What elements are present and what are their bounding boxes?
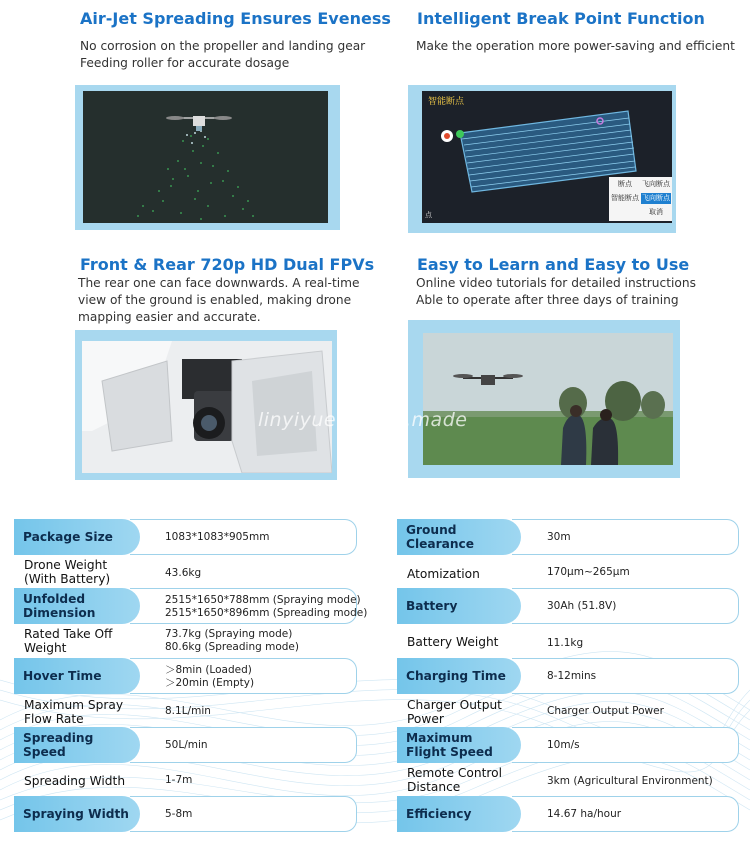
- spec-value-max-spray-flow-rate: [165, 705, 211, 718]
- spec-label-battery-weight: [407, 635, 498, 649]
- spec-value-charging-time: [547, 670, 596, 683]
- spec-value-max-flight-speed: [547, 739, 580, 752]
- feature-desc-line: Make the operation more power-saving and efficient: [416, 39, 735, 53]
- spec-value-line: Charger Output Power: [547, 705, 664, 717]
- spec-label-line: Power: [407, 712, 444, 726]
- screen-button-panel: [609, 177, 672, 221]
- feature-title-easy-to-learn: Easy to Learn and Easy to Use: [417, 255, 690, 274]
- spec-value-line: 2515*1650*788mm (Spraying mode): [165, 594, 361, 606]
- spec-value-line: ＞20min (Empty): [165, 677, 255, 689]
- spec-value-line: 10m/s: [547, 739, 580, 751]
- spec-value-spreading-speed: [165, 739, 208, 752]
- spec-label-line: Weight: [24, 641, 67, 655]
- spec-value-line: 1083*1083*905mm: [165, 531, 270, 543]
- screen-header-label: 智能断点: [428, 97, 465, 107]
- spec-value-drone-weight: [165, 567, 201, 580]
- spec-value-line: 3km (Agricultural Environment): [547, 775, 713, 787]
- spec-label-line: Maximum: [406, 731, 473, 745]
- spec-label-atomization: [407, 567, 480, 581]
- smart-breakpoint-button[interactable]: 智能断点: [611, 194, 639, 202]
- spec-value-line: 170μm~265μm: [547, 566, 630, 578]
- photo-image: [423, 333, 673, 465]
- spec-value-line: 1-7m: [165, 774, 193, 786]
- spec-label-line: (With Battery): [24, 572, 111, 586]
- photo-training-field: [408, 320, 680, 478]
- feature-title-break-point: Intelligent Break Point Function: [417, 9, 705, 28]
- photo-break-point-screen: [408, 85, 676, 233]
- photo-air-jet-spreading: [75, 85, 340, 230]
- feature-desc-line: Online video tutorials for detailed instructions: [416, 276, 696, 290]
- spec-label-remote-control-distance: [407, 766, 502, 794]
- spec-label-line: Remote Control: [407, 766, 502, 780]
- spec-label-charging-time: Charging Time: [397, 658, 521, 694]
- spec-label-line: Rated Take Off: [24, 627, 113, 641]
- screen-corner-label: 点: [425, 211, 432, 219]
- spec-value-line: 80.6kg (Spreading mode): [165, 641, 299, 653]
- feature-desc-line: mapping easier and accurate.: [78, 310, 261, 324]
- spec-label-max-flight-speed: [397, 727, 521, 763]
- spec-value-charger-output-power: [547, 705, 664, 718]
- spec-value-atomization: [547, 566, 630, 579]
- feature-desc-line: The rear one can face downwards. A real-time: [78, 276, 360, 290]
- spec-value-line: 11.1kg: [547, 637, 584, 649]
- training-field-illustration: [423, 333, 673, 465]
- spec-label-unfolded-dimension: Unfolded Dimension: [14, 588, 140, 624]
- spec-value-line: 2515*1650*896mm (Spreading mode): [165, 607, 368, 619]
- feature-desc-break-point: [416, 38, 735, 55]
- spec-label-package-size: Package Size: [14, 519, 140, 555]
- spec-label-line: Maximum Spray: [24, 698, 124, 712]
- feature-desc-line: Feeding roller for accurate dosage: [80, 56, 290, 70]
- watermark-text: linyiyuequn.en.made: [258, 409, 468, 431]
- spec-label-charger-output-power: [407, 698, 502, 726]
- spec-value-rated-take-off-weight: [165, 628, 299, 654]
- spec-label-spraying-width: Spraying Width: [14, 796, 140, 832]
- feature-desc-air-jet: [80, 38, 365, 72]
- spec-value-battery: [547, 600, 616, 613]
- spec-value-package-size: [165, 531, 269, 544]
- spec-value-line: ＞8min (Loaded): [165, 664, 252, 676]
- feature-title-dual-fpv: Front & Rear 720p HD Dual FPVs: [80, 255, 375, 274]
- spec-label-line: Charger Output: [407, 698, 502, 712]
- spec-value-efficiency: [547, 808, 621, 821]
- fly-to-button[interactable]: 飞向断点: [642, 194, 670, 202]
- spec-value-line: 5-8m: [165, 808, 193, 820]
- spec-value-line: 43.6kg: [165, 567, 202, 579]
- spec-label-drone-weight: [24, 558, 110, 586]
- fly-breakpoint-button[interactable]: 飞向断点: [642, 180, 670, 188]
- spec-value-spreading-width: [165, 774, 192, 787]
- spec-label-hover-time: Hover Time: [14, 658, 140, 694]
- spec-value-remote-control-distance: [547, 775, 713, 788]
- spec-label-spreading-width: [24, 774, 125, 788]
- spec-label-line: Flow Rate: [24, 712, 84, 726]
- drone-spreading-illustration: [83, 91, 328, 223]
- spec-value-line: 50L/min: [165, 739, 208, 751]
- spec-label-efficiency: Efficiency: [397, 796, 521, 832]
- feature-desc-dual-fpv: [78, 275, 359, 326]
- feature-desc-easy-to-learn: [416, 275, 696, 309]
- spec-value-line: 14.67 ha/hour: [547, 808, 622, 820]
- spec-value-line: 30Ah (51.8V): [547, 600, 617, 612]
- photo-dual-fpv-camera: [75, 330, 337, 480]
- fpv-camera-illustration: [82, 341, 332, 473]
- spec-label-spreading-speed: Spreading Speed: [14, 727, 140, 763]
- photo-image: [82, 341, 332, 473]
- spec-value-line: 8.1L/min: [165, 705, 211, 717]
- spec-label-ground-clearance: Ground Clearance: [397, 519, 521, 555]
- cancel-button[interactable]: 取消: [649, 208, 663, 216]
- spec-label-rated-take-off-weight: [24, 627, 112, 655]
- feature-title-air-jet: Air-Jet Spreading Ensures Eveness: [80, 9, 391, 28]
- spec-label-max-spray-flow-rate: [24, 698, 123, 726]
- photo-image: [422, 91, 672, 223]
- spec-value-unfolded-dimension: [165, 594, 367, 620]
- spec-value-ground-clearance: [547, 531, 571, 544]
- spec-label-line: Spreading Width: [24, 774, 126, 788]
- breakpoint-button[interactable]: 断点: [618, 180, 632, 188]
- photo-image: [83, 91, 328, 223]
- spec-value-line: 8-12mins: [547, 670, 597, 682]
- spec-label-line: Battery Weight: [407, 635, 499, 649]
- spec-value-spraying-width: [165, 808, 192, 821]
- feature-desc-line: No corrosion on the propeller and landing gear: [80, 39, 366, 53]
- feature-desc-line: view of the ground is enabled, making drone: [78, 293, 352, 307]
- spec-label-line: Flight Speed: [406, 745, 493, 759]
- spec-label-line: Atomization: [407, 567, 480, 581]
- spec-label-line: Distance: [407, 780, 461, 794]
- feature-desc-line: Able to operate after three days of training: [416, 293, 679, 307]
- spec-value-hover-time: [165, 664, 254, 690]
- spec-value-line: 30m: [547, 531, 571, 543]
- spec-label-battery: Battery: [397, 588, 521, 624]
- spec-value-line: 73.7kg (Spraying mode): [165, 628, 293, 640]
- spec-value-battery-weight: [547, 637, 583, 650]
- spec-label-line: Drone Weight: [24, 558, 108, 572]
